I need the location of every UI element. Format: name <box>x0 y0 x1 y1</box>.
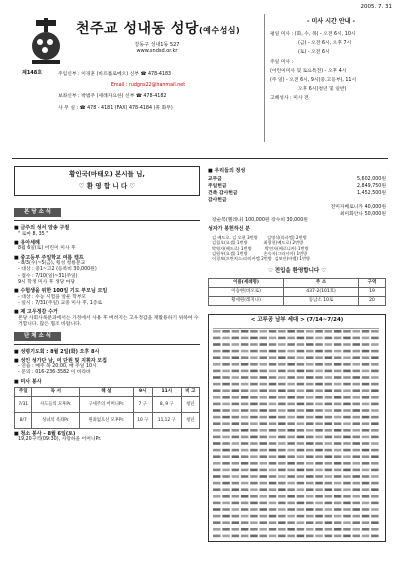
table-cell: 구세주의 어머니Pr. <box>80 396 133 412</box>
item-title: 성자가 봉헌하신 분 <box>208 226 251 233</box>
mass-line: (주 일) - 오전 6시, 9시(중.고등부), 11시 <box>270 77 357 83</box>
email-link[interactable]: Email : rudgns22@hanmail.net <box>110 83 186 89</box>
mass-line: (어린이미사 및 토요특전) - 오후 4시 <box>270 68 347 74</box>
mass-times <box>264 14 392 142</box>
builder-line: 이경보(프란치스코)미카엘 2번방 김보안(아벨) 1번방 <box>212 256 311 262</box>
table-header: 독 서 <box>32 388 80 397</box>
item-title: ■ 금주의 성서 암송 구절 <box>14 225 70 232</box>
church-title <box>76 20 240 38</box>
news-item <box>14 358 200 377</box>
table-header: 주 소 <box>284 279 359 288</box>
table-header: 구역 <box>359 279 386 288</box>
finance-label: 감사헌금 <box>208 198 227 204</box>
table-cell: 청년 <box>181 396 199 412</box>
mass-line: 고해성사 : 미사 전 <box>270 96 309 102</box>
table-row <box>209 287 386 296</box>
news-item <box>14 309 200 328</box>
mass-line: 평일 미사 : (화, 수, 목) - 오전 6시, 10시 <box>270 31 356 37</box>
builder-line: 박영자(베드로) 1번방 박연자(베로니카) 1번방 <box>212 245 309 251</box>
thanks-line: 전미자베로니카 40,000원 <box>330 205 386 211</box>
finance-row <box>208 177 386 183</box>
table-cell: 성녀의 옥좌Pr. <box>32 412 80 428</box>
group-news-header <box>14 330 200 345</box>
mass-line: (토) - 오전 6시 <box>298 50 330 56</box>
finance-label: 교무금 <box>208 176 222 182</box>
table-cell: 황세원(레지나) <box>209 296 284 305</box>
table-row <box>15 412 200 428</box>
item-text: 8월 6일(토) 어린이 미사 후 <box>18 246 76 252</box>
finance-label: 건축 감사헌금 <box>208 190 238 196</box>
welcome-line: 황인국(마태오) 본시들 님, <box>69 170 145 178</box>
table-cell: 사도들의 모후Pr. <box>32 396 80 412</box>
church-name: 천주교 성내동 성당 <box>76 21 199 37</box>
item-title: ■ 미사 봉사 <box>14 378 42 385</box>
welcome-line: ♡ 환 영 합 니 다 ♡ <box>78 182 136 191</box>
table-header: 해 설 <box>80 388 133 397</box>
news-item <box>14 240 200 253</box>
welcome-box <box>14 166 200 196</box>
divider <box>12 158 388 159</box>
issue-number: 제148호 <box>22 70 43 76</box>
staff-info <box>58 72 238 117</box>
header <box>12 14 390 156</box>
table-cell: 437-2(101호) <box>284 287 359 296</box>
builder-line: 김 베드로. 김 오현 3번방 김명식(라파엘) 2번방 <box>212 234 307 240</box>
table-cell: 7/31 <box>15 396 32 412</box>
name-grid-texture <box>211 326 381 541</box>
item-title: ■ 수험생을 위한 100일 기도 부모님 모임 <box>14 288 108 295</box>
table-cell: 7 구 <box>133 396 152 412</box>
newcomer-table <box>208 278 386 306</box>
church-patron: (예수성심) <box>198 26 241 35</box>
finance-value: 5,602,000원 <box>356 176 386 182</box>
right-column <box>208 166 386 542</box>
builders-title <box>208 226 386 233</box>
church-logo <box>22 18 70 68</box>
section-title: 단 체 소 식 <box>14 332 61 341</box>
table-cell: 이승현(바오로) <box>209 287 284 296</box>
finance-row <box>208 191 386 197</box>
news-item <box>14 288 200 307</box>
item-title: ■ 유아세례 <box>14 239 40 246</box>
contributor-grid <box>208 314 386 542</box>
builder-line: 김철오(요셉) 1번방 최광헌(베드로) 2번방 <box>212 240 304 246</box>
cleanup-item <box>14 431 200 444</box>
office-line: 사 무 실 : ☎ 478 - 4181 (FAX) 478-4184 (휴 화무) <box>58 105 173 111</box>
mass-service-table <box>14 387 200 429</box>
table-cell: 8/7 <box>15 412 32 428</box>
finance-title <box>208 168 386 175</box>
news-item <box>14 255 200 286</box>
item-text: 19,20구역(09:30), 사랑하올 어머니Pr. <box>18 437 102 443</box>
table-header: 이름(세례명) <box>209 279 284 288</box>
table-cell: 10 구 <box>133 412 152 428</box>
table-cell: 8, 9 구 <box>152 396 181 412</box>
item-title: ■ 제 고우정감 수거 <box>14 309 58 316</box>
news-item <box>14 379 200 386</box>
finance-value: 1,452,500원 <box>356 190 386 196</box>
item-title: ■ 청소 봉사 – 8월 6일(토) <box>14 430 76 437</box>
table-cell: 원죄없으신 모후Pr. <box>80 412 133 428</box>
news-item <box>14 349 200 356</box>
item-text: 본당 사회사목분과에서는 가정에서 사용 후 버려지는 고우정감을 재활용하기 위하여 수거합니다. 많은 협조 바랍니다. <box>18 315 199 327</box>
item-title: ■ 중고등부 주일학교 여름 캠프 <box>14 254 84 261</box>
news-item <box>14 225 200 238</box>
builder-line: 김원우(요셉) 1번방 손숙자(그라시아) 1번방 <box>212 251 308 256</box>
table-row <box>15 396 200 412</box>
assistant-line: 보좌신부 : 박범주 (세례자요한) 신부 ☎ 478-4182 <box>58 94 167 100</box>
table-cell: 11,12 구 <box>152 412 181 428</box>
table-cell: 청년 <box>181 412 199 428</box>
item-title: ■ 우리들의 정성 <box>208 168 246 174</box>
table-cell: 19 <box>359 287 386 296</box>
table-row <box>209 296 386 305</box>
mass-line: 주일 미사 : <box>270 59 294 65</box>
table-header: 11시 <box>152 388 181 397</box>
thanks-line: 최미화안나 50,000원 <box>339 211 386 217</box>
item-text: - 연습 : 매주 목 20:00, 매 주일 10시 - 문의 : 016-236-3582 이 바라바 <box>18 364 97 376</box>
item-title: ■ 성인 성가단 남, 여 단원 및 지휘자 모집 <box>14 357 108 364</box>
left-column <box>14 166 200 446</box>
table-header: 9시 <box>133 388 152 397</box>
pastor-line: 주임신부 : 이경훈 (바르톨로메오) 신부 ☎ 478-4183 <box>58 72 172 77</box>
grid-title: < 고루공 남부 세대 > (7/14~7/24) <box>250 316 344 323</box>
table-cell: 20 <box>359 296 386 305</box>
item-title: ■ 성령기도회 : 8월 2일(화) 오후 8시 <box>14 349 100 356</box>
mass-line: 오후 6시(청년 및 일반) <box>298 87 347 93</box>
finance-value: 2,849,750원 <box>356 183 386 189</box>
item-text: " 로마 8, 35 " <box>18 231 49 237</box>
grid-rows <box>211 326 383 544</box>
item-text: - 8/3(수)~5(금), 횡성 청룡분교 - 대상 : 중1~고2 (등록비 30,000원) - 접수 : 7/10(일)~31(주일) 9시 학생 미사 후 생당 마당 <box>18 261 97 285</box>
mass-title: - 미사 시간 안내 - <box>306 18 356 25</box>
finance-row <box>208 198 386 204</box>
table-cell: 동남소 10로 <box>284 296 359 305</box>
finance-label: 주일헌금 <box>208 183 227 189</box>
mass-line: (금) - 오전 6시, 오후 7시 <box>298 41 352 47</box>
address: 강동구 성내1동 527 <box>134 42 180 48</box>
table-header: 비 고 <box>181 388 199 397</box>
thanks-line: 장순복(헬레나) 100,000원 장수희 30,000원 <box>212 217 308 223</box>
item-text: - 대상 : 수능 시험을 앞둔 학부모 - 일시 : 7/31(주일) 교중 미사 후, 1층로 <box>18 294 103 306</box>
finance-row <box>208 184 386 190</box>
newcomer-title: ♡ 전입을 환영합니다 ♡ <box>267 267 327 274</box>
section-title: 본 당 소 식 <box>14 208 61 217</box>
parish-news-header <box>14 206 200 221</box>
website: www.sndsd.or.kr <box>136 48 178 54</box>
table-header: 주일 <box>15 388 32 397</box>
issue-date: 2005. 7. 31 <box>360 4 392 10</box>
